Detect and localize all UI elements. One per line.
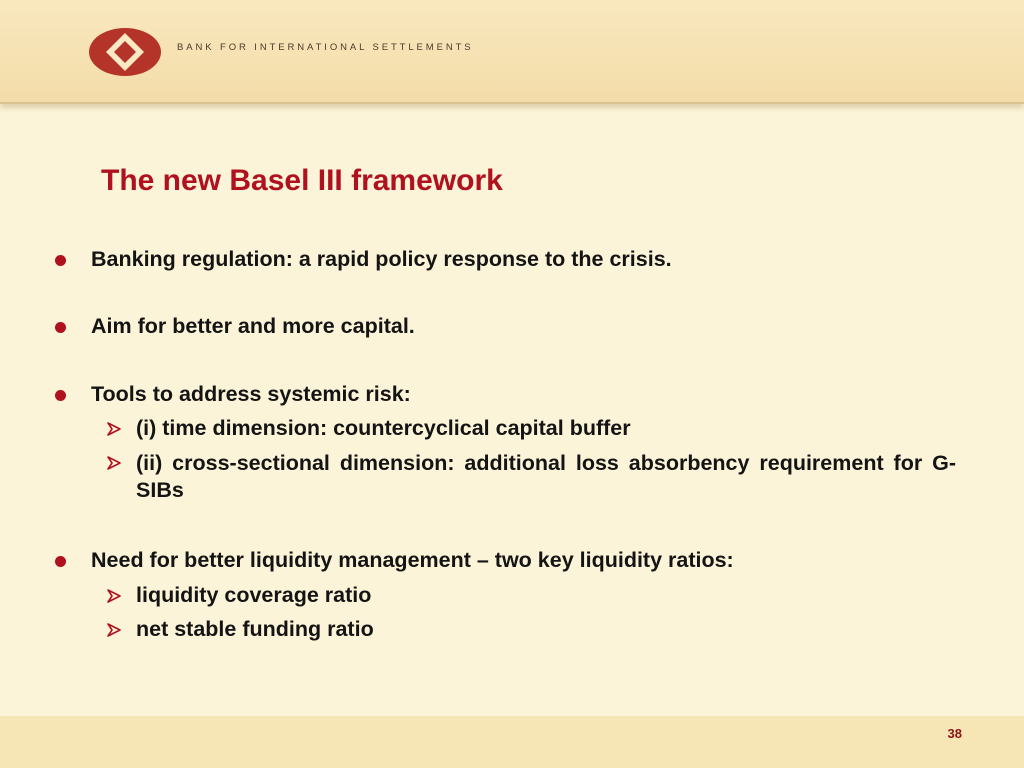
sub-bullet-item: net stable funding ratio (136, 617, 374, 641)
slide-footer (0, 716, 1024, 768)
bullet-dot-icon (55, 390, 66, 401)
bullet-dot-icon (55, 255, 66, 266)
slide-title: The new Basel III framework (101, 164, 503, 197)
bullet-item: Banking regulation: a rapid policy response to the crisis. (91, 247, 672, 271)
page-number: 38 (947, 726, 962, 741)
sub-bullet-item: (i) time dimension: countercyclical capital buffer (136, 416, 631, 440)
sub-bullet-item: (ii) cross-sectional dimension: additional loss absorbency requirement for G-SIBs (136, 451, 956, 502)
bullet-dot-icon (55, 322, 66, 333)
arrow-bullet-icon (106, 421, 122, 437)
sub-bullet-item: liquidity coverage ratio (136, 583, 372, 607)
arrow-bullet-icon (106, 455, 122, 471)
arrow-bullet-icon (106, 622, 122, 638)
bullet-item: Tools to address systemic risk: (91, 382, 411, 406)
bullet-item: Aim for better and more capital. (91, 314, 415, 338)
bullet-item: Need for better liquidity management – two key liquidity ratios: (91, 548, 734, 572)
arrow-bullet-icon (106, 588, 122, 604)
bis-diamond-logo-icon (88, 27, 162, 77)
bullet-dot-icon (55, 556, 66, 567)
slide-header (0, 0, 1024, 104)
organization-name: BANK FOR INTERNATIONAL SETTLEMENTS (177, 42, 474, 53)
